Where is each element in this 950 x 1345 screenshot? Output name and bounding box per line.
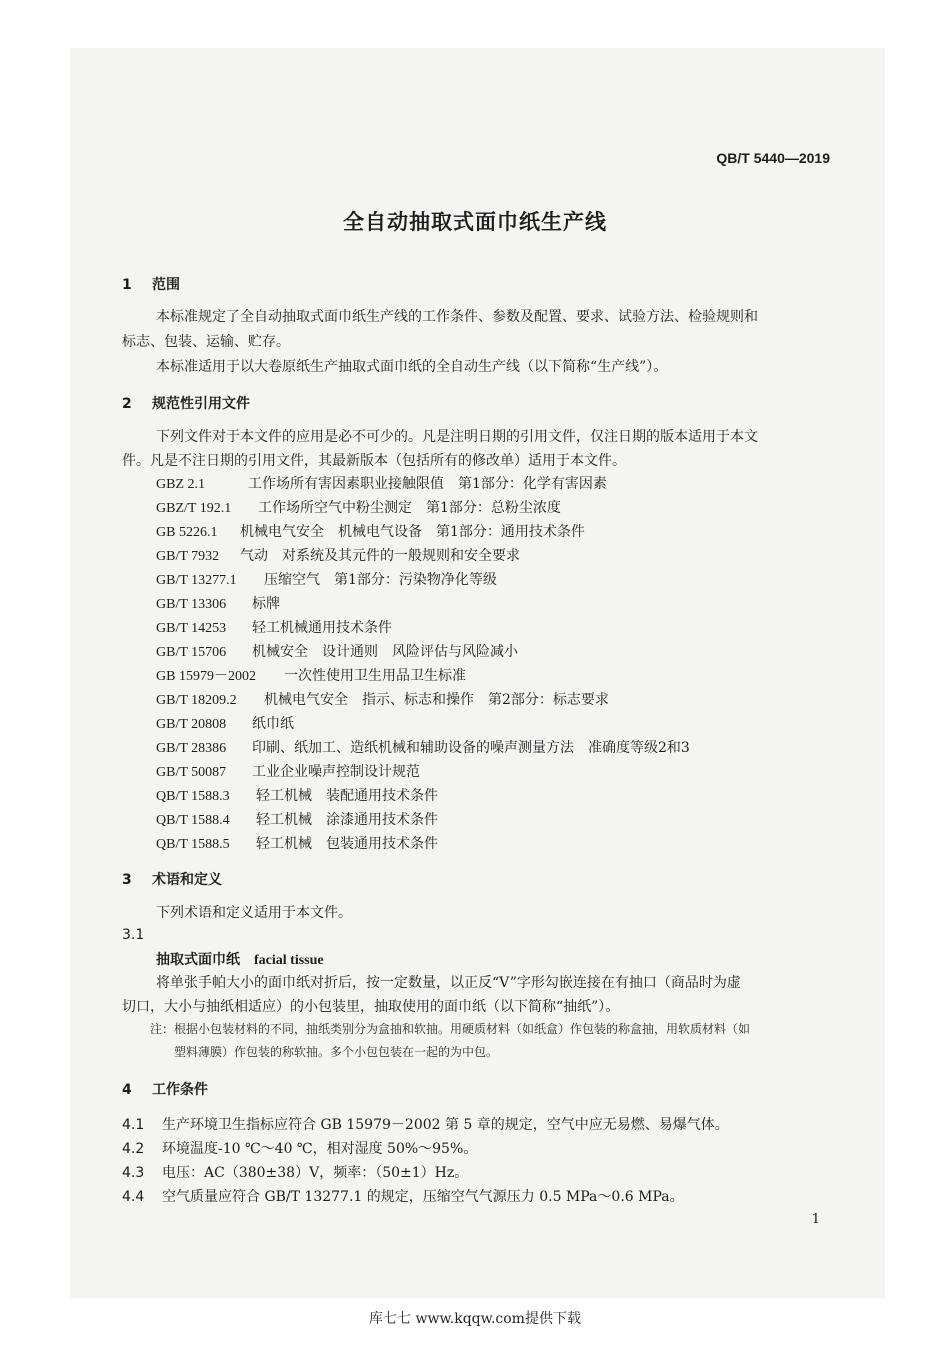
reference-code: GB/T 20808 — [156, 717, 227, 732]
document-title: 全自动抽取式面巾纸生产线 — [343, 210, 607, 234]
reference-item — [156, 665, 466, 685]
reference-item — [156, 473, 607, 493]
paragraph: 本标准适用于以大卷原纸生产抽取式面巾纸的全自动生产线（以下简称“生产线”）。 — [156, 359, 668, 375]
reference-code: GB/T 50087 — [156, 765, 227, 780]
reference-code: GB/T 13306 — [156, 597, 227, 612]
reference-code: QB/T 1588.4 — [156, 813, 230, 828]
reference-item — [156, 737, 690, 757]
section-2-heading — [122, 393, 250, 413]
item-number: 4.3 — [122, 1165, 145, 1181]
reference-code: QB/T 1588.3 — [156, 789, 230, 804]
reference-name: 机械电气安全 指示、标志和操作 第2部分：标志要求 — [264, 692, 609, 708]
condition-item — [122, 1162, 468, 1182]
paragraph: 标志、包装、运输、贮存。 — [122, 334, 290, 350]
reference-code: GB/T 18209.2 — [156, 693, 237, 708]
reference-item — [156, 713, 294, 733]
reference-name: 纸巾纸 — [252, 716, 294, 732]
reference-code: GB/T 28386 — [156, 741, 227, 756]
reference-item — [156, 689, 609, 709]
paragraph: 件。凡是不注日期的引用文件，其最新版本（包括所有的修改单）适用于本文件。 — [122, 453, 626, 469]
reference-name: 工作场所空气中粉尘测定 第1部分：总粉尘浓度 — [258, 500, 561, 516]
reference-item — [156, 593, 280, 613]
paragraph: 本标准规定了全自动抽取式面巾纸生产线的工作条件、参数及配置、要求、试验方法、检验规则和 — [156, 309, 758, 325]
reference-item — [156, 497, 561, 517]
reference-name: 工业企业噪声控制设计规范 — [252, 764, 420, 780]
item-text: 空气质量应符合 GB/T 13277.1 的规定，压缩空气气源压力 0.5 MPa～0.6 MPa。 — [162, 1189, 684, 1205]
reference-item — [156, 761, 420, 781]
reference-name: 工作场所有害因素职业接触限值 第1部分：化学有害因素 — [248, 476, 607, 492]
section-title: 范围 — [152, 277, 180, 293]
term-heading — [156, 949, 324, 969]
reference-name: 标牌 — [252, 596, 280, 612]
paragraph: 切口，大小与抽纸相适应）的小包装里，抽取使用的面巾纸（以下简称“抽纸”）。 — [122, 999, 620, 1015]
condition-item — [122, 1114, 729, 1134]
reference-code: GB 5226.1 — [156, 525, 218, 540]
reference-item — [156, 833, 438, 853]
paragraph: 将单张手帕大小的面巾纸对折后，按一定数量，以正反“V”字形勾嵌连接在有抽口（商品时为虚 — [156, 975, 741, 991]
section-number: 3 — [122, 872, 132, 888]
item-text: 生产环境卫生指标应符合 GB 15979－2002 第 5 章的规定，空气中应无易燃、易爆气体。 — [162, 1117, 729, 1133]
reference-name: 轻工机械 装配通用技术条件 — [256, 788, 438, 804]
reference-item — [156, 785, 438, 805]
paragraph: 下列文件对于本文件的应用是必不可少的。凡是注明日期的引用文件，仅注日期的版本适用于本文 — [156, 429, 758, 445]
section-3-heading — [122, 869, 222, 889]
reference-name: 机械电气安全 机械电气设备 第1部分：通用技术条件 — [240, 524, 585, 540]
reference-code: GB/T 15706 — [156, 645, 227, 660]
term-english: facial tissue — [254, 953, 324, 968]
reference-name: 机械安全 设计通则 风险评估与风险减小 — [252, 644, 518, 660]
reference-code: QB/T 1588.5 — [156, 837, 230, 852]
reference-code: GB 15979－2002 — [156, 669, 256, 684]
item-text: 环境温度-10 ℃～40 ℃，相对湿度 50%～95%。 — [162, 1141, 478, 1157]
reference-name: 轻工机械 包装通用技术条件 — [256, 836, 438, 852]
download-footer: 库七七 www.kqqw.com提供下载 — [369, 1311, 581, 1327]
standard-number: QB/T 5440—2019 — [716, 150, 830, 166]
term-number: 3.1 — [122, 927, 145, 943]
reference-code: GB/T 13277.1 — [156, 573, 237, 588]
reference-name: 轻工机械 涂漆通用技术条件 — [256, 812, 438, 828]
reference-code: GBZ 2.1 — [156, 477, 205, 492]
reference-code: GB/T 14253 — [156, 621, 227, 636]
item-number: 4.1 — [122, 1117, 145, 1133]
item-number: 4.4 — [122, 1189, 145, 1205]
reference-code: GB/T 7932 — [156, 549, 220, 564]
reference-name: 一次性使用卫生用品卫生标准 — [284, 668, 466, 684]
note: 注：根据小包装材料的不同，抽纸类别分为盒抽和软抽。用硬质材料（如纸盒）作包装的称盒抽，用软质材料（如 — [150, 1022, 751, 1036]
section-number: 2 — [122, 396, 132, 412]
section-4-heading — [122, 1079, 208, 1099]
reference-item — [156, 521, 585, 541]
section-number: 4 — [122, 1082, 132, 1098]
reference-name: 压缩空气 第1部分：污染物净化等级 — [264, 572, 497, 588]
item-text: 电压：AC（380±38）V，频率：（50±1）Hz。 — [162, 1165, 469, 1181]
page-number: 1 — [811, 1212, 820, 1227]
reference-name: 印刷、纸加工、造纸机械和辅助设备的噪声测量方法 准确度等级2和3 — [252, 740, 690, 756]
reference-name: 气动 对系统及其元件的一般规则和安全要求 — [240, 548, 520, 564]
reference-code: GBZ/T 192.1 — [156, 501, 232, 516]
reference-name: 轻工机械通用技术条件 — [252, 620, 392, 636]
paragraph: 下列术语和定义适用于本文件。 — [156, 905, 352, 921]
term-chinese: 抽取式面巾纸 — [156, 952, 240, 968]
condition-item — [122, 1186, 684, 1206]
section-title: 工作条件 — [152, 1082, 208, 1098]
reference-item — [156, 809, 438, 829]
section-1-heading — [122, 274, 180, 294]
reference-item — [156, 569, 497, 589]
section-title: 规范性引用文件 — [152, 396, 250, 412]
item-number: 4.2 — [122, 1141, 145, 1157]
note: 塑料薄膜）作包装的称软抽。多个小包包装在一起的为中包。 — [174, 1045, 499, 1059]
condition-item — [122, 1138, 477, 1158]
reference-item — [156, 641, 518, 661]
section-number: 1 — [122, 277, 132, 293]
section-title: 术语和定义 — [152, 872, 222, 888]
reference-item — [156, 617, 392, 637]
reference-item — [156, 545, 520, 565]
